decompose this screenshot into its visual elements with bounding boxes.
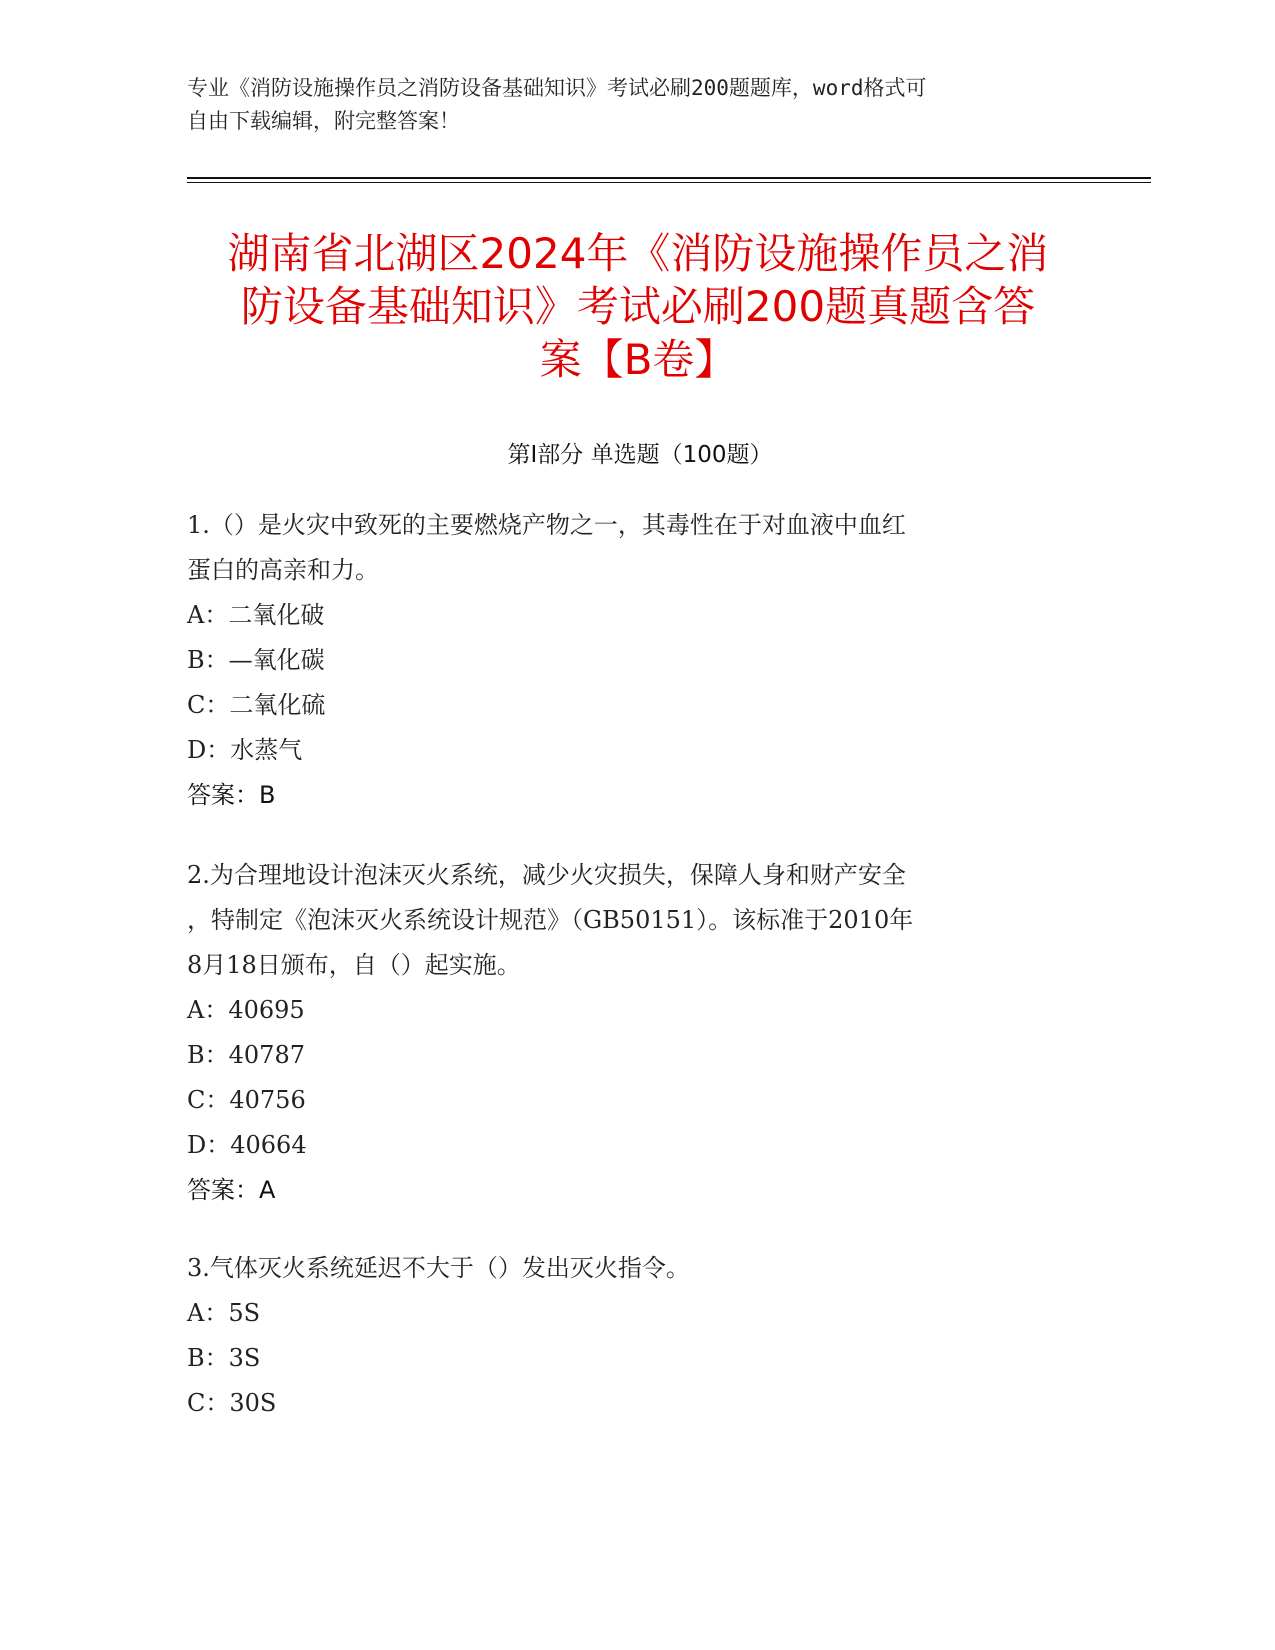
option-a: A：5S xyxy=(187,1299,261,1327)
answer: 答案：A xyxy=(187,1176,276,1204)
option-c: C：二氧化硫 xyxy=(187,691,326,719)
title-line-1: 湖南省北湖区2024年《消防设施操作员之消 xyxy=(227,229,1049,278)
header-note-line-2: 自由下载编辑，附完整答案！ xyxy=(187,109,460,133)
document-title xyxy=(185,227,1091,386)
header-divider-thin xyxy=(187,182,1151,183)
title-line-2: 防设备基础知识》考试必刷200题真题含答 xyxy=(240,282,1036,331)
option-c: C：40756 xyxy=(187,1086,306,1114)
option-a: A：二氧化破 xyxy=(187,601,325,629)
header-divider-thick xyxy=(187,177,1151,179)
question-2 xyxy=(187,853,1077,1213)
option-b: B：40787 xyxy=(187,1041,305,1069)
question-stem-line: 蛋白的高亲和力。 xyxy=(187,556,379,584)
title-line-3: 案【B卷】 xyxy=(539,335,737,384)
answer: 答案：B xyxy=(187,781,276,809)
question-stem-line: 3.气体灭火系统延迟不大于（）发出灭火指令。 xyxy=(187,1254,690,1282)
question-stem-line: 8月18日颁布，自（）起实施。 xyxy=(187,951,521,979)
section-heading: 第Ⅰ部分 单选题（100题） xyxy=(507,442,773,468)
question-stem-line: 1.（）是火灾中致死的主要燃烧产物之一，其毒性在于对血液中血红 xyxy=(187,511,906,539)
option-d: D：水蒸气 xyxy=(187,736,303,764)
header-note-line-1: 专业《消防设施操作员之消防设备基础知识》考试必刷200题题库，word格式可 xyxy=(187,76,927,100)
option-b: B：3S xyxy=(187,1344,261,1372)
question-1 xyxy=(187,503,1077,818)
option-b: B：—氧化碳 xyxy=(187,646,325,674)
option-d: D：40664 xyxy=(187,1131,307,1159)
question-3 xyxy=(187,1246,1077,1426)
header-note xyxy=(187,72,1067,138)
question-stem-line: 2.为合理地设计泡沫灭火系统，减少火灾损失，保障人身和财产安全 xyxy=(187,861,906,889)
question-stem-line: ，特制定《泡沫灭火系统设计规范》（GB50151）。该标准于2010年 xyxy=(187,906,914,934)
option-c: C：30S xyxy=(187,1389,277,1417)
option-a: A：40695 xyxy=(187,996,305,1024)
